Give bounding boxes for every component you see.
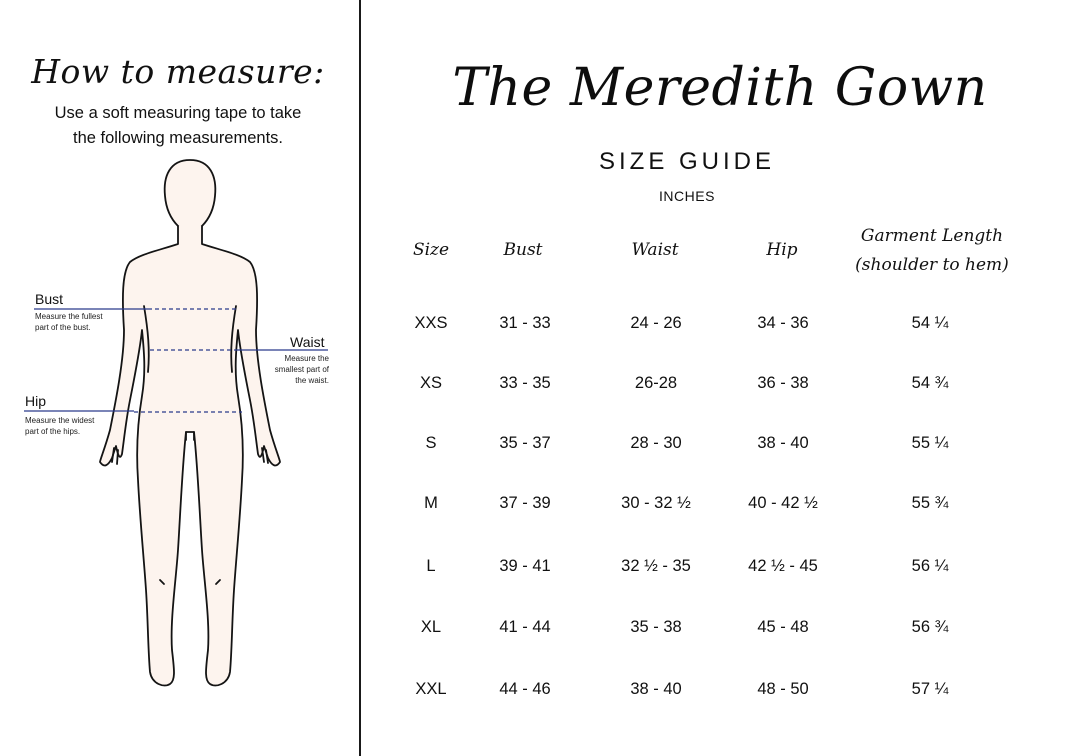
body-outline — [100, 226, 280, 686]
waist-description-line-2: smallest part of — [274, 365, 329, 374]
size-guide-heading: SIZE GUIDE — [598, 148, 776, 175]
header-garment-length-line-1: Garment Length — [860, 226, 1004, 246]
cell-bust: 31 - 33 — [499, 314, 551, 332]
cell-length: 54 ¼ — [911, 314, 949, 332]
cell-length: 57 ¼ — [911, 680, 949, 698]
cell-length: 55 ¾ — [911, 494, 949, 512]
units-label: INCHES — [659, 188, 715, 204]
cell-hip: 36 - 38 — [757, 374, 809, 392]
cell-length: 54 ¾ — [911, 374, 949, 392]
bust-description-line-1: Measure the fullest — [35, 312, 103, 321]
cell-hip: 42 ½ - 45 — [748, 557, 818, 575]
cell-bust: 35 - 37 — [499, 434, 551, 452]
cell-length: 55 ¼ — [911, 434, 949, 452]
cell-waist: 24 - 26 — [630, 314, 682, 332]
header-hip: Hip — [766, 240, 798, 260]
bust-label: Bust — [35, 291, 64, 307]
cell-hip: 48 - 50 — [757, 680, 809, 698]
header-waist: Waist — [631, 240, 679, 260]
cell-bust: 37 - 39 — [499, 494, 551, 512]
cell-waist: 28 - 30 — [630, 434, 682, 452]
cell-waist: 30 - 32 ½ — [621, 494, 691, 512]
cell-length: 56 ¾ — [911, 618, 949, 636]
header-size: Size — [412, 240, 450, 260]
hip-description — [25, 415, 94, 437]
cell-waist: 38 - 40 — [630, 680, 682, 698]
cell-hip: 34 - 36 — [757, 314, 809, 332]
header-garment-length-line-2: (shoulder to hem) — [855, 255, 1009, 275]
cell-size: L — [426, 557, 436, 575]
cell-size: S — [425, 434, 437, 452]
header-bust: Bust — [503, 240, 543, 260]
cell-bust: 39 - 41 — [499, 557, 551, 575]
waist-label: Waist — [290, 334, 325, 350]
cell-size: XXS — [414, 314, 448, 332]
waist-description — [262, 353, 329, 386]
waist-description-line-3: the waist. — [295, 376, 329, 385]
cell-waist: 35 - 38 — [630, 618, 682, 636]
cell-size: XS — [419, 374, 443, 392]
head-shape — [165, 160, 216, 230]
cell-hip: 40 - 42 ½ — [748, 494, 818, 512]
instructions-line-2: the following measurements. — [72, 129, 284, 147]
cell-size: M — [424, 494, 438, 512]
bust-description-line-2: part of the bust. — [35, 323, 91, 332]
hip-description-line-2: part of the hips. — [25, 427, 81, 436]
cell-size: XXL — [415, 680, 447, 698]
gown-title: The Meredith Gown — [452, 58, 988, 118]
hip-description-line-1: Measure the widest — [25, 416, 95, 425]
cell-bust: 44 - 46 — [499, 680, 551, 698]
cell-hip: 45 - 48 — [757, 618, 809, 636]
header-garment-length — [855, 222, 1009, 280]
bust-description — [35, 311, 103, 333]
cell-bust: 41 - 44 — [499, 618, 551, 636]
cell-waist: 32 ½ - 35 — [621, 557, 691, 575]
cell-size: XL — [420, 618, 442, 636]
instructions-line-1: Use a soft measuring tape to take — [54, 104, 302, 122]
cell-hip: 38 - 40 — [757, 434, 809, 452]
hip-label: Hip — [25, 393, 47, 409]
cell-length: 56 ¼ — [911, 557, 949, 575]
waist-description-line-1: Measure the — [284, 354, 329, 363]
cell-waist: 26-28 — [634, 374, 678, 392]
cell-bust: 33 - 35 — [499, 374, 551, 392]
how-to-measure-title: How to measure: — [31, 52, 325, 91]
